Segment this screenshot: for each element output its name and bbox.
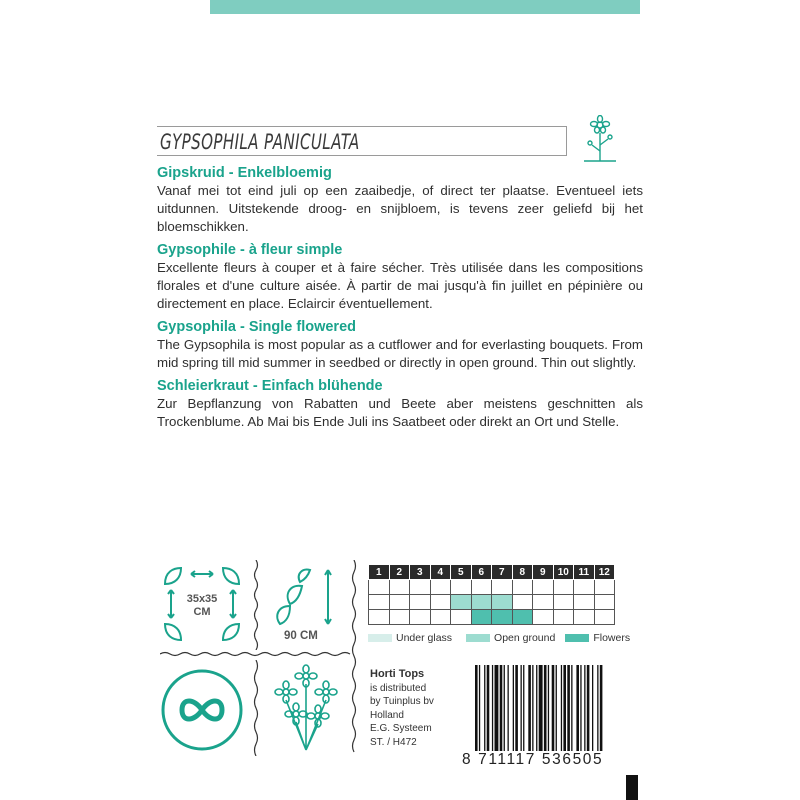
month-header: 8 (512, 565, 533, 580)
perennial-infinity-icon (160, 668, 244, 752)
barcode-bar (536, 665, 537, 751)
calendar-cell (471, 610, 492, 625)
calendar-cell (512, 580, 533, 595)
section-heading: Gipskruid - Enkelbloemig (157, 165, 332, 181)
description-sections (157, 164, 643, 436)
calendar-cell (389, 595, 410, 610)
top-color-band (210, 0, 640, 14)
section-heading: Gypsophila - Single flowered (157, 319, 356, 335)
section-text: Zur Bepflanzung von Rabatten und Beete aber meistens geschnitten als Trockenblume. Ab Mai bis Ende Juli ins Saatbeet oder direkt an Ort und Stelle. (157, 396, 643, 429)
calendar-cell (389, 580, 410, 595)
calendar-cell (451, 580, 472, 595)
calendar-cell (430, 610, 451, 625)
barcode-bar (484, 665, 485, 751)
barcode-bar (597, 665, 598, 751)
barcode-bar (584, 665, 585, 751)
legend-swatch-under-glass (368, 634, 392, 642)
calendar-cell (574, 610, 595, 625)
wavy-divider (350, 560, 358, 756)
month-header: 11 (574, 565, 595, 580)
calendar-cell (553, 580, 574, 595)
section-dutch (157, 164, 643, 236)
sowing-calendar (368, 564, 615, 625)
calendar-cell (492, 580, 513, 595)
plant-logo-icon (580, 115, 620, 167)
barcode-bar (600, 665, 603, 751)
section-english (157, 318, 643, 372)
section-heading: Schleierkraut - Einfach blühende (157, 378, 383, 394)
barcode-bar (492, 665, 493, 751)
section-heading: Gypsophile - à fleur simple (157, 242, 343, 258)
spacing-value: 35x35 (186, 593, 218, 605)
calendar-cell (512, 595, 533, 610)
section-text: Vanaf mei tot eind juli op een zaaibedje, of direct ter plaatse. Eventueel iets uitdunnen. Uitstekende droog- en snijbloem, is tevens zeer geliefd bij het bloemschikken. (157, 183, 643, 234)
barcode (473, 665, 645, 753)
barcode-bar (544, 665, 547, 751)
month-header: 9 (533, 565, 554, 580)
barcode-bar (475, 665, 478, 751)
calendar-cell (369, 580, 390, 595)
calendar-cell (574, 580, 595, 595)
distributor-line: Holland (370, 709, 404, 721)
calendar-cell (594, 595, 615, 610)
barcode-bar (487, 665, 490, 751)
calendar-cell (533, 610, 554, 625)
month-header: 10 (553, 565, 574, 580)
wavy-divider (252, 660, 260, 756)
barcode-bar (495, 665, 499, 751)
barcode-bar (523, 665, 524, 751)
calendar-cell (533, 595, 554, 610)
distributor-line: E.G. Systeem (370, 723, 432, 734)
barcode-bar (513, 665, 514, 751)
calendar-cell (594, 610, 615, 625)
barcode-bar (592, 665, 593, 751)
barcode-bar (556, 665, 557, 751)
month-header: 3 (410, 565, 431, 580)
barcode-bar (587, 665, 590, 751)
barcode-bar (504, 665, 505, 751)
calendar-cell (471, 595, 492, 610)
calendar-cell (574, 595, 595, 610)
legend-swatch-flowers (565, 634, 589, 642)
species-title: GYPSOPHILA PANICULATA (160, 130, 360, 154)
leaf-spacing-icon (157, 562, 247, 646)
barcode-bar (567, 665, 570, 751)
calendar-cell (451, 610, 472, 625)
distributor-info (370, 668, 434, 749)
plant-height-icon (270, 566, 340, 630)
month-header: 1 (369, 565, 390, 580)
month-header: 5 (451, 565, 472, 580)
calendar-cell (430, 580, 451, 595)
barcode-bar (521, 665, 522, 751)
plant-height-label: 90 CM (284, 630, 318, 642)
bottom-black-mark (626, 775, 638, 800)
section-german (157, 377, 643, 431)
spacing-unit: CM (193, 606, 211, 618)
calendar-cell (533, 580, 554, 595)
section-french (157, 241, 643, 313)
barcode-bar (548, 665, 549, 751)
calendar-cell (471, 580, 492, 595)
barcode-bar (532, 665, 533, 751)
calendar-cell (492, 610, 513, 625)
calendar-cell (430, 595, 451, 610)
barcode-bar (479, 665, 480, 751)
barcode-bar (580, 665, 581, 751)
calendar-cell (410, 580, 431, 595)
barcode-bar (561, 665, 562, 751)
distributor-line: ST. / H472 (370, 736, 417, 748)
month-header: 7 (492, 565, 513, 580)
month-header: 2 (389, 565, 410, 580)
section-text: The Gypsophila is most popular as a cutflower and for everlasting bouquets. From mid spring till mid summer in seedbed or directly in open ground. Thin out slightly. (157, 337, 643, 370)
calendar-cell (410, 610, 431, 625)
legend-label: Flowers (593, 632, 631, 644)
calendar-cell (451, 595, 472, 610)
calendar-cell (410, 595, 431, 610)
month-header: 12 (594, 565, 615, 580)
legend-label: Under glass (396, 632, 453, 644)
barcode-bar (563, 665, 566, 751)
calendar-cell (553, 595, 574, 610)
calendar-cell (492, 595, 513, 610)
legend-label: Open ground (494, 632, 556, 644)
calendar-cell (512, 610, 533, 625)
barcode-bar (552, 665, 555, 751)
calendar-cell (553, 610, 574, 625)
legend-swatch-open-ground (466, 634, 490, 642)
calendar-cell (389, 610, 410, 625)
barcode-bar (539, 665, 543, 751)
calendar-cell (594, 580, 615, 595)
barcode-bar (571, 665, 572, 751)
calendar-cell (369, 610, 390, 625)
barcode-bar (500, 665, 503, 751)
distributor-line: by Tuinplus bv (370, 696, 434, 707)
barcode-bar (528, 665, 531, 751)
barcode-bar (515, 665, 518, 751)
distributor-line: is distributed (370, 682, 427, 694)
month-header: 4 (430, 565, 451, 580)
month-header: 6 (471, 565, 492, 580)
wavy-divider (160, 650, 356, 658)
calendar-legend (368, 632, 630, 644)
title-box (157, 126, 567, 156)
flower-cluster-icon (270, 662, 342, 754)
calendar-cell (369, 595, 390, 610)
section-text: Excellente fleurs à couper et à faire sécher. Très utilisée dans les compositions florales et d'une culture aisée. À partir de mai jusqu'à fin juillet en pépinière ou directement en place. Eclaircir éventuellement. (157, 260, 643, 311)
brand-name: Horti Tops (370, 668, 425, 680)
barcode-bar (576, 665, 579, 751)
barcode-number: 8 711117 536505 (462, 751, 604, 768)
barcode-bar (508, 665, 509, 751)
wavy-divider (252, 560, 260, 650)
